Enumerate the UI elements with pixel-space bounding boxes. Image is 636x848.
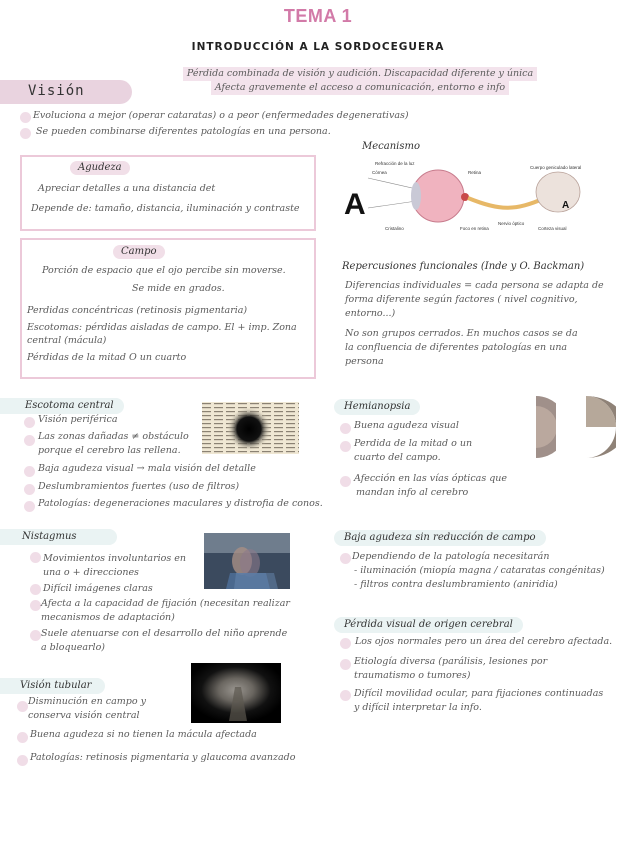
repercusiones-p2-line-3: persona [345, 356, 384, 367]
nistagmus-item-3b: mecanismos de adaptación) [41, 612, 175, 623]
vision-bullet-2: Se pueden combinarse diferentes patologías en una persona. [36, 126, 331, 137]
hemianopsia-image-right [568, 396, 616, 458]
repercusiones-p1-line-2: forma diferente según factores ( nivel cognitivo, [345, 294, 578, 305]
bullet-dot [340, 476, 351, 487]
escotoma-item-4: Deslumbramientos fuertes (uso de filtros) [38, 481, 240, 492]
diagram-letter-a: A [344, 188, 366, 221]
agudeza-line-2: Depende de: tamaño, distancia, iluminación y contraste [31, 203, 300, 214]
intro-text [170, 67, 550, 95]
nistagmus-item-1b: una o + direcciones [43, 567, 139, 578]
bullet-dot [24, 417, 35, 428]
escotoma-image [202, 402, 299, 454]
diagram-label: Refracción de la luz [375, 161, 415, 166]
bullet-dot [24, 466, 35, 477]
bullet-dot [20, 128, 31, 139]
bullet-dot [20, 112, 31, 123]
agudeza-label: Agudeza [70, 161, 130, 175]
campo-line-6: Pérdidas de la mitad O un cuarto [27, 352, 187, 363]
perdida-cerebral-item-2: Etiología diversa (parálisis, lesiones por [354, 656, 548, 667]
escotoma-item-1: Visión periférica [38, 414, 118, 425]
bullet-dot [30, 630, 41, 641]
campo-line-4: Escotomas: pérdidas aisladas de campo. El + imp. Zona [27, 322, 297, 333]
bullet-dot [24, 501, 35, 512]
nistagmus-item-4b: a bloquearlo) [41, 642, 106, 653]
repercusiones-p1-line-3: entorno...) [345, 308, 396, 319]
escotoma-item-5: Patologías: degeneraciones maculares y distrofia de conos. [38, 498, 323, 509]
bullet-dot [340, 638, 351, 649]
bullet-dot [340, 553, 351, 564]
escotoma-item-3: Baja agudeza visual → mala visión del detalle [38, 463, 256, 474]
tubular-item-1b: conserva visión central [28, 710, 140, 721]
diagram-label: Foco en retina [460, 226, 489, 231]
repercusiones-p1-line-1: Diferencias individuales = cada persona se adapta de [345, 280, 604, 291]
tubular-item-1: Disminución en campo y [28, 696, 146, 707]
nistagmus-item-3: Afecta a la capacidad de fijación (necesitan realizar [41, 598, 290, 609]
perdida-cerebral-label: Pérdida visual de origen cerebral [334, 617, 523, 633]
bullet-dot [340, 441, 351, 452]
repercusiones-label: Repercusiones funcionales (Inde y O. Backman) [342, 261, 585, 272]
diagram-label: Corteza visual [538, 226, 567, 231]
nistagmus-label: Nistagmus [0, 529, 117, 545]
baja-agudeza-item-1: Dependiendo de la patología necesitarán [352, 551, 550, 562]
campo-line-1: Porción de espacio que el ojo percibe sin moverse. [42, 265, 286, 276]
tubular-item-3: Patologías: retinosis pigmentaria y glaucoma avanzado [30, 752, 296, 763]
bullet-dot [24, 435, 35, 446]
diagram-label: Nervio óptico [498, 221, 525, 226]
repercusiones-p2-line-1: No son grupos cerrados. En muchos casos se da [345, 328, 578, 339]
eye-mechanism-diagram [340, 156, 585, 236]
bullet-dot [30, 584, 41, 595]
nistagmus-item-2: Difícil imágenes claras [43, 583, 153, 594]
baja-agudeza-item-2: - iluminación (miopía magna / cataratas congénitas) [354, 565, 605, 576]
escotoma-item-2: Las zonas dañadas ≠ obstáculo [38, 431, 189, 442]
hemianopsia-item-3: Afección en las vías ópticas que [354, 473, 508, 484]
diagram-letter-a-small: A [562, 200, 570, 211]
hemianopsia-item-1: Buena agudeza visual [354, 420, 459, 431]
bullet-dot [340, 659, 351, 670]
bullet-dot [340, 423, 351, 434]
vision-label: Visión [28, 83, 85, 99]
perdida-cerebral-item-1: Los ojos normales pero un área del cerebro afectada. [355, 636, 613, 647]
perdida-cerebral-item-2b: traumatismo o tumores) [354, 670, 471, 681]
hemianopsia-item-2: Perdida de la mitad o un [354, 438, 473, 449]
page-subtitle: INTRODUCCIÓN A LA SORDOCEGUERA [191, 41, 445, 53]
campo-line-3: Perdidas concéntricas (retinosis pigmentaria) [27, 305, 248, 316]
baja-agudeza-label: Baja agudeza sin reducción de campo [334, 530, 546, 546]
hemianopsia-label: Hemianopsia [334, 399, 420, 415]
diagram-label: Cristalino [385, 226, 404, 231]
bullet-dot [24, 484, 35, 495]
campo-line-2: Se mide en grados. [132, 283, 225, 294]
hemianopsia-item-3b: mandan info al cerebro [356, 487, 469, 498]
campo-label: Campo [113, 245, 165, 259]
bullet-dot [17, 732, 28, 743]
tubular-image [191, 663, 281, 723]
escotoma-item-2b: porque el cerebro las rellena. [38, 445, 181, 456]
repercusiones-p2-line-2: la confluencia de diferentes patologías en una [345, 342, 568, 353]
tubular-item-2: Buena agudeza si no tienen la mácula afectada [30, 729, 257, 740]
bullet-dot [17, 701, 28, 712]
nistagmus-image [204, 533, 290, 589]
tubular-label: Visión tubular [0, 678, 105, 694]
diagram-label: Córnea [372, 170, 387, 175]
campo-line-5: central (mácula) [27, 335, 107, 346]
bullet-dot [17, 755, 28, 766]
hemianopsia-item-2b: cuarto del campo. [354, 452, 441, 463]
diagram-label: Cuerpo geniculado lateral [530, 165, 582, 170]
vision-bullet-1: Evoluciona a mejor (operar cataratas) o a peor (enfermedades degenerativas) [33, 110, 409, 121]
bullet-dot [30, 600, 41, 611]
intro-line-1: Pérdida combinada de visión y audición. Discapacidad diferente y única [183, 67, 537, 81]
escotoma-label: Escotoma central [0, 398, 124, 414]
baja-agudeza-item-3: - filtros contra deslumbramiento (aniridia) [354, 579, 558, 590]
bullet-dot [30, 552, 41, 563]
diagram-label: Retina [468, 170, 482, 175]
agudeza-line-1: Apreciar detalles a una distancia det [38, 183, 216, 194]
nistagmus-item-1: Movimientos involuntarios en [43, 553, 187, 564]
intro-line-2: Afecta gravemente el acceso a comunicación, entorno e info [211, 81, 509, 95]
hemianopsia-image-left [516, 396, 556, 458]
bullet-dot [340, 690, 351, 701]
mecanismo-label: Mecanismo [362, 141, 420, 152]
page-title: TEMA 1 [283, 6, 353, 26]
perdida-cerebral-item-3: Difícil movilidad ocular, para fijaciones continuadas [354, 688, 604, 699]
nistagmus-item-4: Suele atenuarse con el desarrollo del niño aprende [41, 628, 288, 639]
perdida-cerebral-item-3b: y difícil interpretar la info. [354, 702, 482, 713]
vision-section-tab [0, 80, 132, 104]
